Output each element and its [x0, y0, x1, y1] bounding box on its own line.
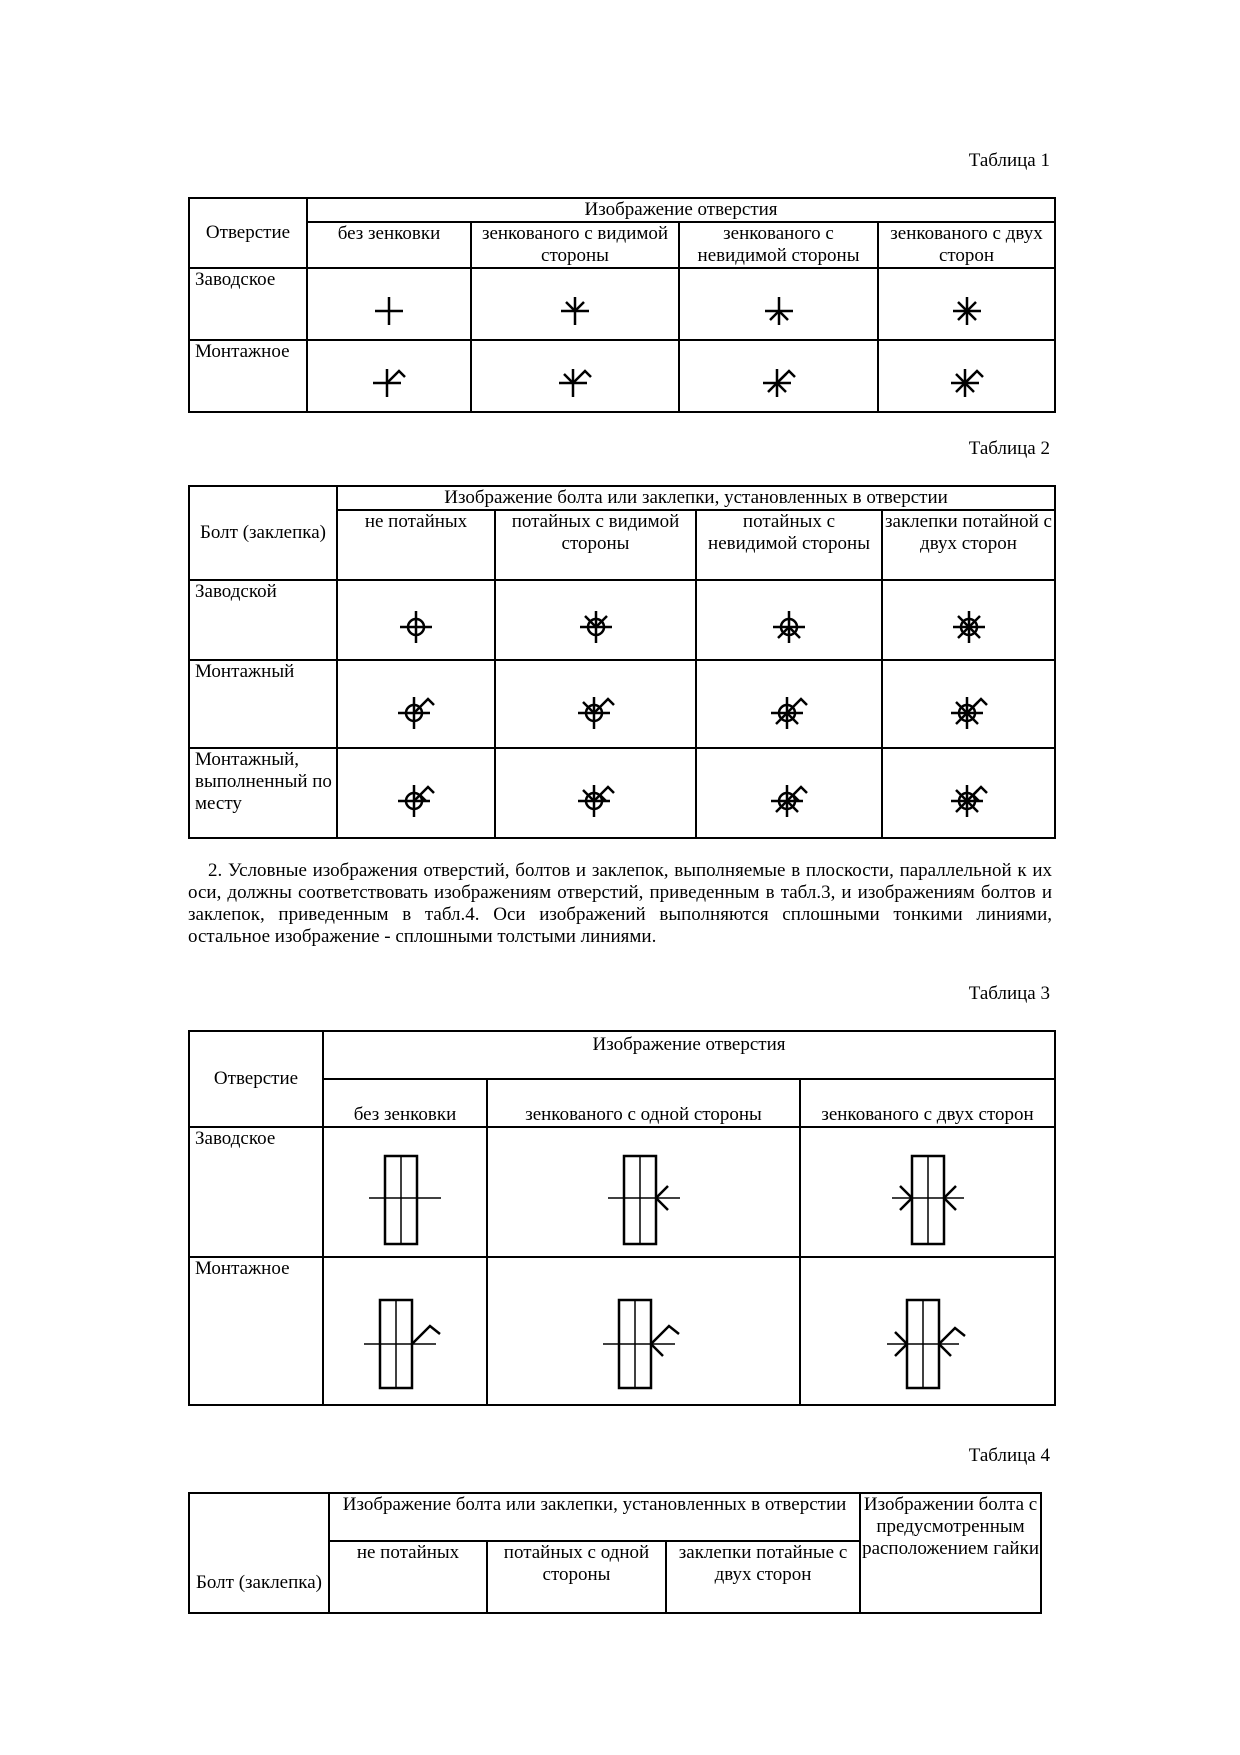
symbol-cell	[471, 340, 679, 412]
table3-col-header: без зенковки	[323, 1079, 487, 1127]
hole-side-countersunk-one-field-symbol	[599, 1294, 689, 1394]
symbol-cell	[495, 580, 696, 660]
table2-col-header: потайных с видимой стороны	[495, 510, 696, 580]
symbol-cell	[878, 340, 1055, 412]
hole-side-countersunk-one-symbol	[604, 1152, 684, 1248]
hole-plain-field-symbol	[367, 363, 411, 403]
symbol-cell	[487, 1127, 800, 1257]
symbol-cell	[800, 1127, 1055, 1257]
symbol-cell	[337, 748, 495, 838]
hole-countersunk-both-field-symbol	[945, 363, 989, 403]
hole-countersunk-hidden-field-symbol	[757, 363, 801, 403]
table2-row-header: Болт (заклепка)	[189, 486, 337, 580]
symbol-cell	[323, 1127, 487, 1257]
symbol-cell	[495, 748, 696, 838]
hole-side-plain-symbol	[365, 1152, 445, 1248]
table1-row-label: Заводское	[189, 268, 307, 340]
symbol-cell	[495, 660, 696, 748]
table3-row-label: Заводское	[189, 1127, 323, 1257]
table2-col-header: заклепки потайной с двух сторон	[882, 510, 1055, 580]
bolt-countersunk-hidden-site-symbol	[765, 779, 813, 823]
bolt-countersunk-hidden-field-symbol	[765, 691, 813, 735]
table1	[188, 197, 1056, 413]
table1-col-header: зенкованого с двух сторон	[878, 222, 1055, 268]
hole-countersunk-both-symbol	[947, 291, 987, 331]
rivet-countersunk-both-symbol	[947, 605, 991, 649]
rivet-countersunk-both-field-symbol	[945, 691, 993, 735]
table4-row-header: Болт (заклепка)	[189, 1493, 329, 1613]
hole-side-countersunk-both-field-symbol	[883, 1294, 973, 1394]
table2-col-header: не потайных	[337, 510, 495, 580]
table1-col-header: зенкованого с невидимой стороны	[679, 222, 878, 268]
bolt-plain-site-symbol	[392, 779, 440, 823]
hole-side-countersunk-both-symbol	[888, 1152, 968, 1248]
symbol-cell	[487, 1257, 800, 1405]
symbol-cell	[307, 340, 471, 412]
table2-col-header: потайных с невидимой стороны	[696, 510, 882, 580]
table3	[188, 1030, 1056, 1406]
table3-group-header: Изображение отверстия	[323, 1031, 1055, 1079]
symbol-cell	[323, 1257, 487, 1405]
hole-plain-symbol	[369, 291, 409, 331]
table1-col-header: без зенковки	[307, 222, 471, 268]
bolt-plain-symbol	[394, 605, 438, 649]
table2-row-label: Заводской	[189, 580, 337, 660]
table2-group-header: Изображение болта или заклепки, установленных в отверстии	[337, 486, 1055, 510]
table3-caption: Таблица 3	[968, 983, 1050, 1004]
hole-countersunk-hidden-symbol	[759, 291, 799, 331]
table3-row-label: Монтажное	[189, 1257, 323, 1405]
symbol-cell	[679, 340, 878, 412]
bolt-countersunk-visible-site-symbol	[572, 779, 620, 823]
table3-col-header: зенкованого с одной стороны	[487, 1079, 800, 1127]
table2	[188, 485, 1056, 839]
table3-row-header: Отверстие	[189, 1031, 323, 1127]
bolt-plain-field-symbol	[392, 691, 440, 735]
symbol-cell	[679, 268, 878, 340]
bolt-countersunk-visible-symbol	[574, 605, 618, 649]
table2-row-label: Монтажный, выполненный по месту	[189, 748, 337, 838]
symbol-cell	[878, 268, 1055, 340]
bolt-countersunk-visible-field-symbol	[572, 691, 620, 735]
symbol-cell	[471, 268, 679, 340]
symbol-cell	[800, 1257, 1055, 1405]
table3-col-header: зенкованого с двух сторон	[800, 1079, 1055, 1127]
symbol-cell	[696, 660, 882, 748]
symbol-cell	[882, 748, 1055, 838]
table1-row-label: Монтажное	[189, 340, 307, 412]
table1-col-header: зенкованого с видимой стороны	[471, 222, 679, 268]
hole-side-plain-field-symbol	[360, 1294, 450, 1394]
table1-caption: Таблица 1	[968, 150, 1050, 171]
symbol-cell	[337, 660, 495, 748]
symbol-cell	[882, 660, 1055, 748]
table4-group-header: Изображение болта или заклепки, установленных в отверстии	[329, 1493, 860, 1541]
table1-group-header: Изображение отверстия	[307, 198, 1055, 222]
table1-row-header: Отверстие	[189, 198, 307, 268]
symbol-cell	[696, 748, 882, 838]
hole-countersunk-visible-symbol	[555, 291, 595, 331]
table2-caption: Таблица 2	[968, 438, 1050, 459]
bolt-countersunk-hidden-symbol	[767, 605, 811, 649]
symbol-cell	[337, 580, 495, 660]
symbol-cell	[696, 580, 882, 660]
table4-col-header: не потайных	[329, 1541, 487, 1613]
hole-countersunk-visible-field-symbol	[553, 363, 597, 403]
table4-caption: Таблица 4	[968, 1445, 1050, 1466]
table2-row-label: Монтажный	[189, 660, 337, 748]
table4-col-header: заклепки потайные с двух сторон	[666, 1541, 860, 1613]
table4	[188, 1492, 1042, 1614]
body-paragraph: 2. Условные изображения отверстий, болтов и заклепок, выполняемые в плоскости, параллельной к их оси, должны соответствовать изображениям отверстий, приведенным в табл.3, и изображениям болтов и заклепок, приведенным в табл.4. Оси изображений выполняются сплошными тонкими линиями, остальное изображение - сплошными толстыми линиями.	[188, 860, 1052, 947]
symbol-cell	[307, 268, 471, 340]
table4-extra-header: Изображении болта с предусмотренным расположением гайки	[860, 1493, 1041, 1613]
symbol-cell	[882, 580, 1055, 660]
rivet-countersunk-both-site-symbol	[945, 779, 993, 823]
table4-col-header: потайных с одной стороны	[487, 1541, 666, 1613]
